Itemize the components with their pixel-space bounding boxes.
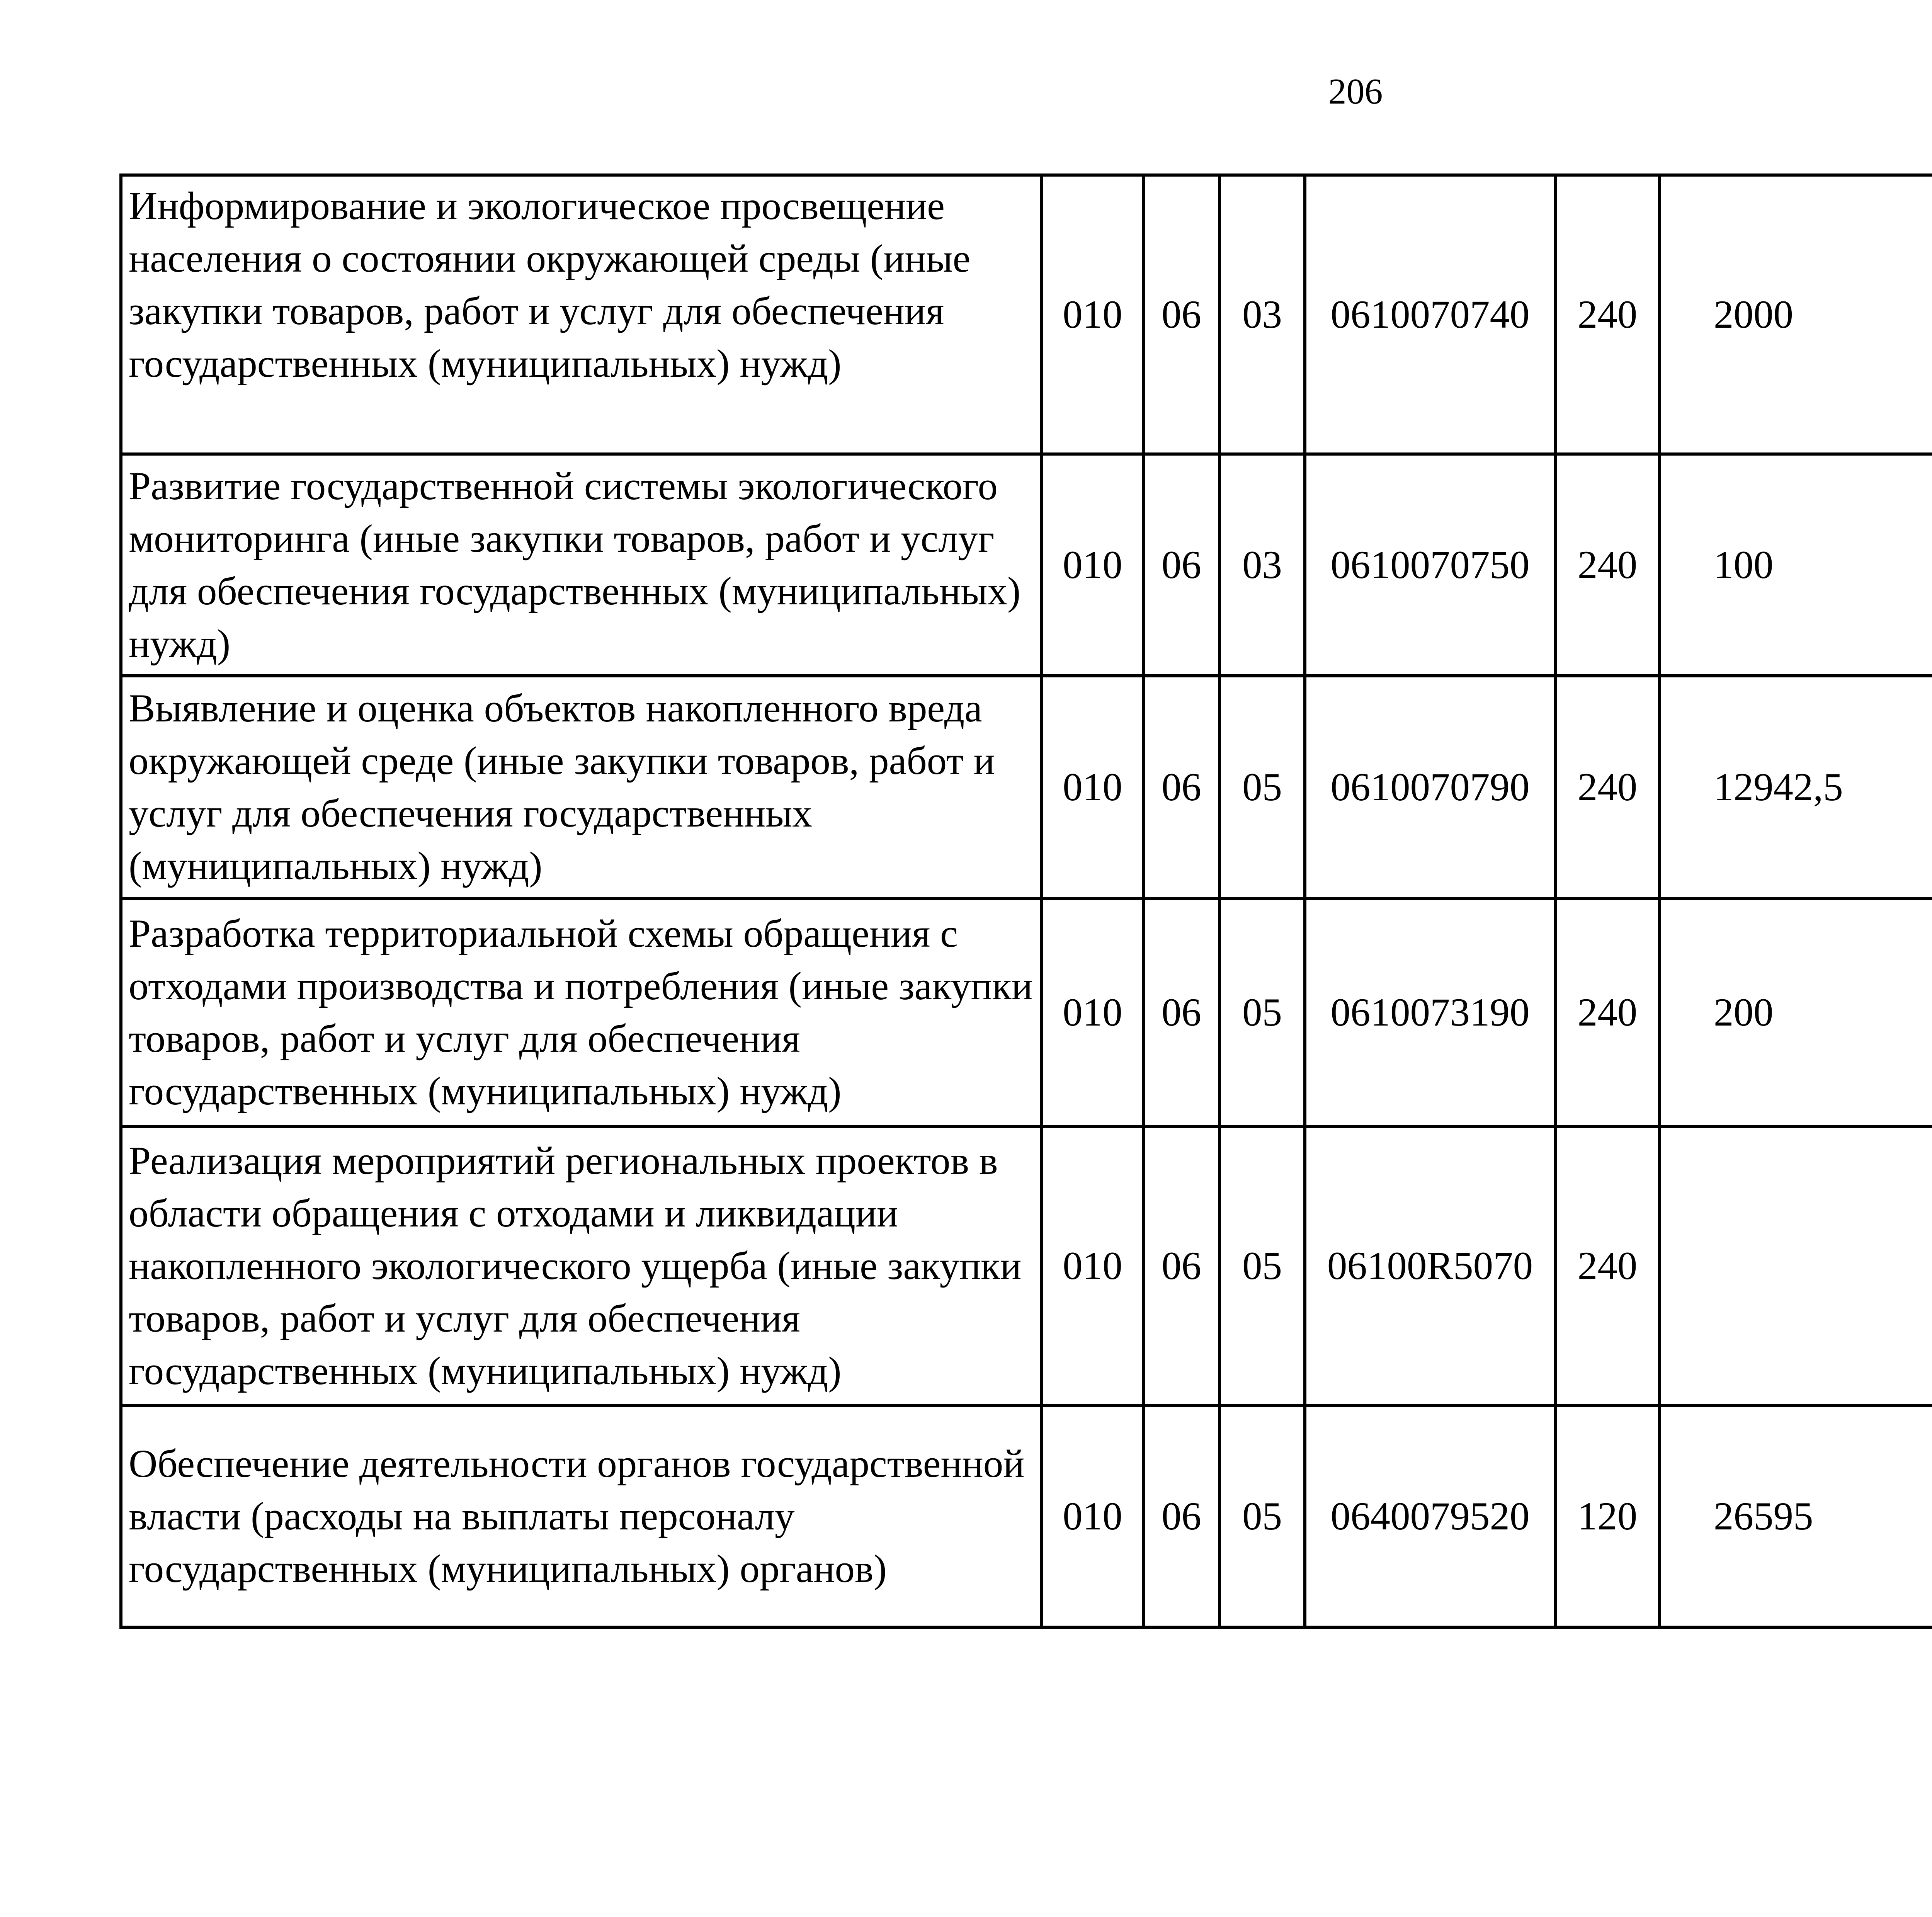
subsection-code-cell: 03	[1219, 454, 1305, 676]
amount-1-cell	[1660, 1126, 1932, 1405]
amount-1-cell: 12942,5	[1660, 676, 1932, 898]
section-code-cell: 06	[1143, 175, 1219, 454]
target-article-cell: 0610070790	[1305, 676, 1555, 898]
target-article-cell: 0610070750	[1305, 454, 1555, 676]
amount-1-cell: 26595	[1660, 1405, 1932, 1627]
expense-type-cell: 240	[1555, 175, 1660, 454]
target-article-cell: 0610073190	[1305, 898, 1555, 1126]
table-row	[121, 175, 1932, 454]
expense-type-cell: 120	[1555, 1405, 1660, 1627]
expense-name-cell: Развитие государственной системы экологического мониторинга (иные закупки товаров, работ и услуг для обеспечения государственных (муниципальных) нужд)	[121, 454, 1042, 676]
amount-1-cell: 2000	[1660, 175, 1932, 454]
ministry-code-cell: 010	[1042, 175, 1143, 454]
subsection-code-cell: 05	[1219, 898, 1305, 1126]
expense-name-cell: Разработка территориальной схемы обращения с отходами производства и потребления (иные закупки товаров, работ и услуг для обеспечения государственных (муниципальных) нужд)	[121, 898, 1042, 1126]
subsection-code-cell: 05	[1219, 1126, 1305, 1405]
page-number: 206	[1328, 71, 1383, 112]
target-article-cell: 06100R5070	[1305, 1126, 1555, 1405]
ministry-code-cell: 010	[1042, 454, 1143, 676]
section-code-cell: 06	[1143, 676, 1219, 898]
expense-name-cell: Выявление и оценка объектов накопленного вреда окружающей среде (иные закупки товаров, работ и услуг для обеспечения государственных (муниципальных) нужд)	[121, 676, 1042, 898]
amount-1-cell: 200	[1660, 898, 1932, 1126]
expense-type-cell: 240	[1555, 898, 1660, 1126]
budget-table	[119, 173, 1932, 1629]
section-code-cell: 06	[1143, 1126, 1219, 1405]
ministry-code-cell: 010	[1042, 898, 1143, 1126]
ministry-code-cell: 010	[1042, 1126, 1143, 1405]
expense-type-cell: 240	[1555, 676, 1660, 898]
expense-type-cell: 240	[1555, 454, 1660, 676]
subsection-code-cell: 05	[1219, 1405, 1305, 1627]
table-row	[121, 1126, 1932, 1405]
target-article-cell: 0640079520	[1305, 1405, 1555, 1627]
table-row	[121, 454, 1932, 676]
amount-1-cell: 100	[1660, 454, 1932, 676]
target-article-cell: 0610070740	[1305, 175, 1555, 454]
ministry-code-cell: 010	[1042, 1405, 1143, 1627]
table-row	[121, 1405, 1932, 1627]
ministry-code-cell: 010	[1042, 676, 1143, 898]
expense-name-cell: Информирование и экологическое просвещение населения о состоянии окружающей среды (иные закупки товаров, работ и услуг для обеспечения государственных (муниципальных) нужд)	[121, 175, 1042, 454]
table-row	[121, 676, 1932, 898]
section-code-cell: 06	[1143, 454, 1219, 676]
section-code-cell: 06	[1143, 898, 1219, 1126]
expense-type-cell: 240	[1555, 1126, 1660, 1405]
expense-name-cell: Обеспечение деятельности органов государственной власти (расходы на выплаты персоналу государственных (муниципальных) органов)	[121, 1405, 1042, 1627]
subsection-code-cell: 03	[1219, 175, 1305, 454]
expense-name-cell: Реализация мероприятий региональных проектов в области обращения с отходами и ликвидации накопленного экологического ущерба (иные закупки товаров, работ и услуг для обеспечения государственных (муниципальных) нужд)	[121, 1126, 1042, 1405]
section-code-cell: 06	[1143, 1405, 1219, 1627]
subsection-code-cell: 05	[1219, 676, 1305, 898]
table-row	[121, 898, 1932, 1126]
